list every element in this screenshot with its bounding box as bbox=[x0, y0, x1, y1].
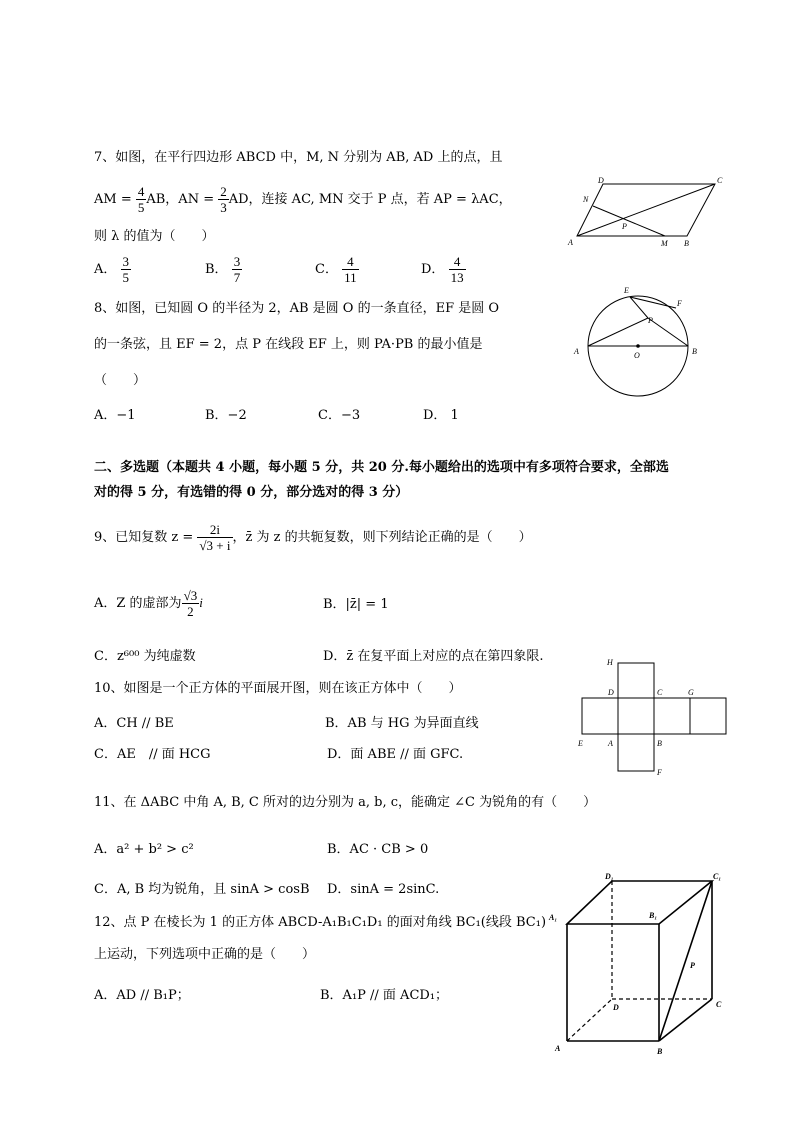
q9-frac-num: 2i bbox=[197, 522, 232, 538]
hidden-edge-a-d bbox=[567, 999, 612, 1041]
q8-label-a: A bbox=[574, 347, 579, 356]
q8-label-o: O bbox=[634, 351, 640, 360]
q8-circle-figure bbox=[570, 282, 705, 400]
q7-option-a-frac bbox=[121, 254, 132, 285]
diagonal-bc1 bbox=[659, 881, 712, 1041]
q10-label-d: D bbox=[608, 688, 614, 697]
q7-label-a: A bbox=[568, 238, 573, 247]
q11-option-b[interactable]: B．AC · CB > 0 bbox=[327, 842, 429, 857]
q7-frac1-num: 4 bbox=[137, 184, 145, 199]
q9-frac bbox=[197, 522, 232, 553]
q9-option-a-frac bbox=[182, 588, 200, 619]
q7-line1: 7、如图，在平行四边形 ABCD 中，M, N 分别为 AB, AD 上的点，且 bbox=[94, 150, 503, 165]
q12-option-a[interactable]: A．AD // B₁P； bbox=[94, 988, 190, 1003]
q7-option-d-label: D． bbox=[421, 262, 445, 277]
q11-option-c[interactable]: C．A, B 均为锐角，且 sinA > cosB bbox=[94, 882, 310, 897]
q10-label-e: E bbox=[578, 739, 583, 748]
segment-ap bbox=[588, 318, 648, 346]
segment-mn bbox=[593, 206, 665, 236]
q10-option-d[interactable]: D．面 ABE // 面 GFC. bbox=[327, 747, 464, 762]
center-dot bbox=[636, 344, 640, 348]
q8-label-b: B bbox=[692, 347, 697, 356]
q7-option-b-num: 3 bbox=[233, 254, 241, 269]
q7-option-c-den: 11 bbox=[344, 270, 357, 285]
q8-line1: 8、如图，已知圆 O 的半径为 2，AB 是圆 O 的一条直径，EF 是圆 O bbox=[94, 301, 500, 316]
q8-label-f: F bbox=[677, 299, 682, 308]
q12-label-b: B bbox=[657, 1047, 663, 1056]
q12-label-p: P bbox=[690, 961, 695, 970]
q9-option-a[interactable] bbox=[94, 585, 203, 622]
section2-heading-line1: 二、多选题（本题共 4 小题，每小题 5 分，共 20 分.每小题给出的选项中有多项符合要求，全部选 bbox=[94, 460, 669, 475]
q9-frac-den: √3 + i bbox=[199, 538, 231, 553]
q7-option-a[interactable] bbox=[94, 254, 131, 285]
q12-label-a: A bbox=[555, 1044, 561, 1053]
q7-line2-c: AD，连接 AC, MN 交于 P 点，若 AP = λAC， bbox=[228, 192, 512, 207]
q9-option-c[interactable]: C．z⁶⁰⁰ 为纯虚数 bbox=[94, 649, 196, 664]
q10-label-b: B bbox=[657, 739, 662, 748]
q7-label-b: B bbox=[684, 239, 689, 248]
q7-option-b[interactable] bbox=[205, 254, 242, 285]
net-face-left bbox=[582, 698, 618, 734]
q10-option-c[interactable]: C．AE // 面 HCG bbox=[94, 747, 211, 762]
q7-frac2-den: 3 bbox=[220, 200, 227, 215]
q9-option-a-den: 2 bbox=[187, 604, 194, 619]
q10-label-g: G bbox=[688, 688, 694, 697]
q9-stem-b: ，z̄ 为 z 的共轭复数，则下列结论正确的是（ ） bbox=[232, 530, 532, 545]
q7-option-d[interactable] bbox=[421, 254, 466, 285]
q10-label-c: C bbox=[657, 688, 663, 697]
q8-option-c[interactable]: C．−3 bbox=[318, 408, 361, 423]
q9-option-a-unit: i bbox=[199, 595, 203, 610]
q7-line3: 则 λ 的值为（ ） bbox=[94, 229, 215, 244]
q10-label-h: H bbox=[607, 658, 613, 667]
q7-option-d-num: 4 bbox=[449, 254, 466, 270]
q8-line3: （ ） bbox=[94, 373, 147, 388]
net-face-top bbox=[618, 663, 654, 698]
q12-line2: 上运动，下列选项中正确的是（ ） bbox=[94, 947, 316, 962]
q7-option-a-num: 3 bbox=[122, 254, 130, 269]
q8-option-d[interactable]: D． 1 bbox=[423, 408, 459, 423]
q12-label-c1: C₁ bbox=[713, 872, 722, 881]
q12-cube-figure bbox=[545, 868, 735, 1058]
q7-option-b-frac bbox=[232, 254, 243, 285]
q9-option-a-text: A．Z 的虚部为 bbox=[94, 596, 182, 611]
q7-label-c: C bbox=[717, 176, 723, 185]
q10-label-f: F bbox=[657, 768, 662, 777]
q7-frac1 bbox=[136, 184, 147, 215]
q8-option-a[interactable]: A．−1 bbox=[94, 408, 136, 423]
q7-option-d-den: 13 bbox=[450, 270, 464, 285]
q7-option-c-frac bbox=[342, 254, 359, 285]
q12-line1: 12、点 P 在棱长为 1 的正方体 ABCD-A₁B₁C₁D₁ 的面对角线 BC₁(线段 BC₁) bbox=[94, 915, 547, 930]
q8-line2: 的一条弦，且 EF = 2，点 P 在线段 EF 上，则 PA·PB 的最小值是 bbox=[94, 337, 483, 352]
q7-frac2-num: 2 bbox=[220, 184, 227, 199]
q8-label-e: E bbox=[624, 286, 629, 295]
q7-frac1-den: 5 bbox=[137, 200, 145, 215]
q7-line2-b: AB，AN = bbox=[146, 192, 219, 207]
q7-option-d-frac bbox=[449, 254, 466, 285]
q10-label-a: A bbox=[608, 739, 613, 748]
q12-label-a1: A₁ bbox=[549, 913, 558, 922]
q12-label-b1: B₁ bbox=[649, 911, 658, 920]
edge-b-c bbox=[659, 999, 712, 1041]
cube-top-face bbox=[567, 881, 712, 924]
q7-option-a-label: A． bbox=[94, 262, 117, 277]
q10-option-b[interactable]: B．AB 与 HG 为异面直线 bbox=[325, 716, 479, 731]
q9-option-a-num: √3 bbox=[183, 588, 198, 603]
q7-label-n: N bbox=[583, 195, 589, 204]
q9-stem-a: 9、已知复数 z = bbox=[94, 530, 198, 545]
q8-option-b[interactable]: B．−2 bbox=[205, 408, 247, 423]
net-face-right bbox=[654, 698, 690, 734]
q9-option-d[interactable]: D．z̄ 在复平面上对应的点在第四象限. bbox=[323, 649, 544, 664]
q7-line2 bbox=[94, 182, 512, 218]
q7-label-p: P bbox=[622, 222, 627, 231]
q7-option-c[interactable] bbox=[315, 254, 359, 285]
q7-option-b-den: 7 bbox=[233, 270, 241, 285]
q11-stem: 11、在 ΔABC 中角 A, B, C 所对的边分别为 a, b, c，能确定 ∠C 为锐角的有（ ） bbox=[94, 795, 597, 810]
q7-option-c-num: 4 bbox=[342, 254, 359, 270]
q7-option-a-den: 5 bbox=[122, 270, 130, 285]
section2-heading-line2: 对的得 5 分，有选错的得 0 分，部分选对的得 3 分） bbox=[94, 485, 409, 500]
q7-line2-a: AM = bbox=[94, 192, 136, 207]
q11-option-d[interactable]: D．sinA = 2sinC. bbox=[327, 882, 440, 897]
q9-stem bbox=[94, 520, 532, 556]
q11-option-a[interactable]: A．a² + b² > c² bbox=[94, 842, 194, 857]
q10-cube-net-figure bbox=[575, 655, 735, 780]
q7-label-d: D bbox=[598, 176, 604, 185]
net-face-far-right bbox=[690, 698, 726, 734]
q7-parallelogram-figure bbox=[565, 175, 730, 250]
q10-option-a[interactable]: A．CH // BE bbox=[94, 716, 174, 731]
q7-label-m: M bbox=[661, 239, 668, 248]
q9-option-b[interactable]: B．|z̄| = 1 bbox=[323, 597, 389, 612]
q8-label-p: P bbox=[648, 316, 653, 325]
q12-label-c: C bbox=[716, 1000, 722, 1009]
q7-option-b-label: B． bbox=[205, 262, 228, 277]
q10-stem: 10、如图是一个正方体的平面展开图，则在该正方体中（ ） bbox=[94, 681, 462, 696]
q12-option-b[interactable]: B．A₁P // 面 ACD₁； bbox=[320, 988, 449, 1003]
net-face-center bbox=[618, 698, 654, 734]
q12-label-d1: D₁ bbox=[605, 872, 614, 881]
q7-option-c-label: C． bbox=[315, 262, 338, 277]
q7-frac2 bbox=[218, 184, 229, 215]
q12-label-d: D bbox=[613, 1003, 619, 1012]
net-face-bottom bbox=[618, 734, 654, 771]
